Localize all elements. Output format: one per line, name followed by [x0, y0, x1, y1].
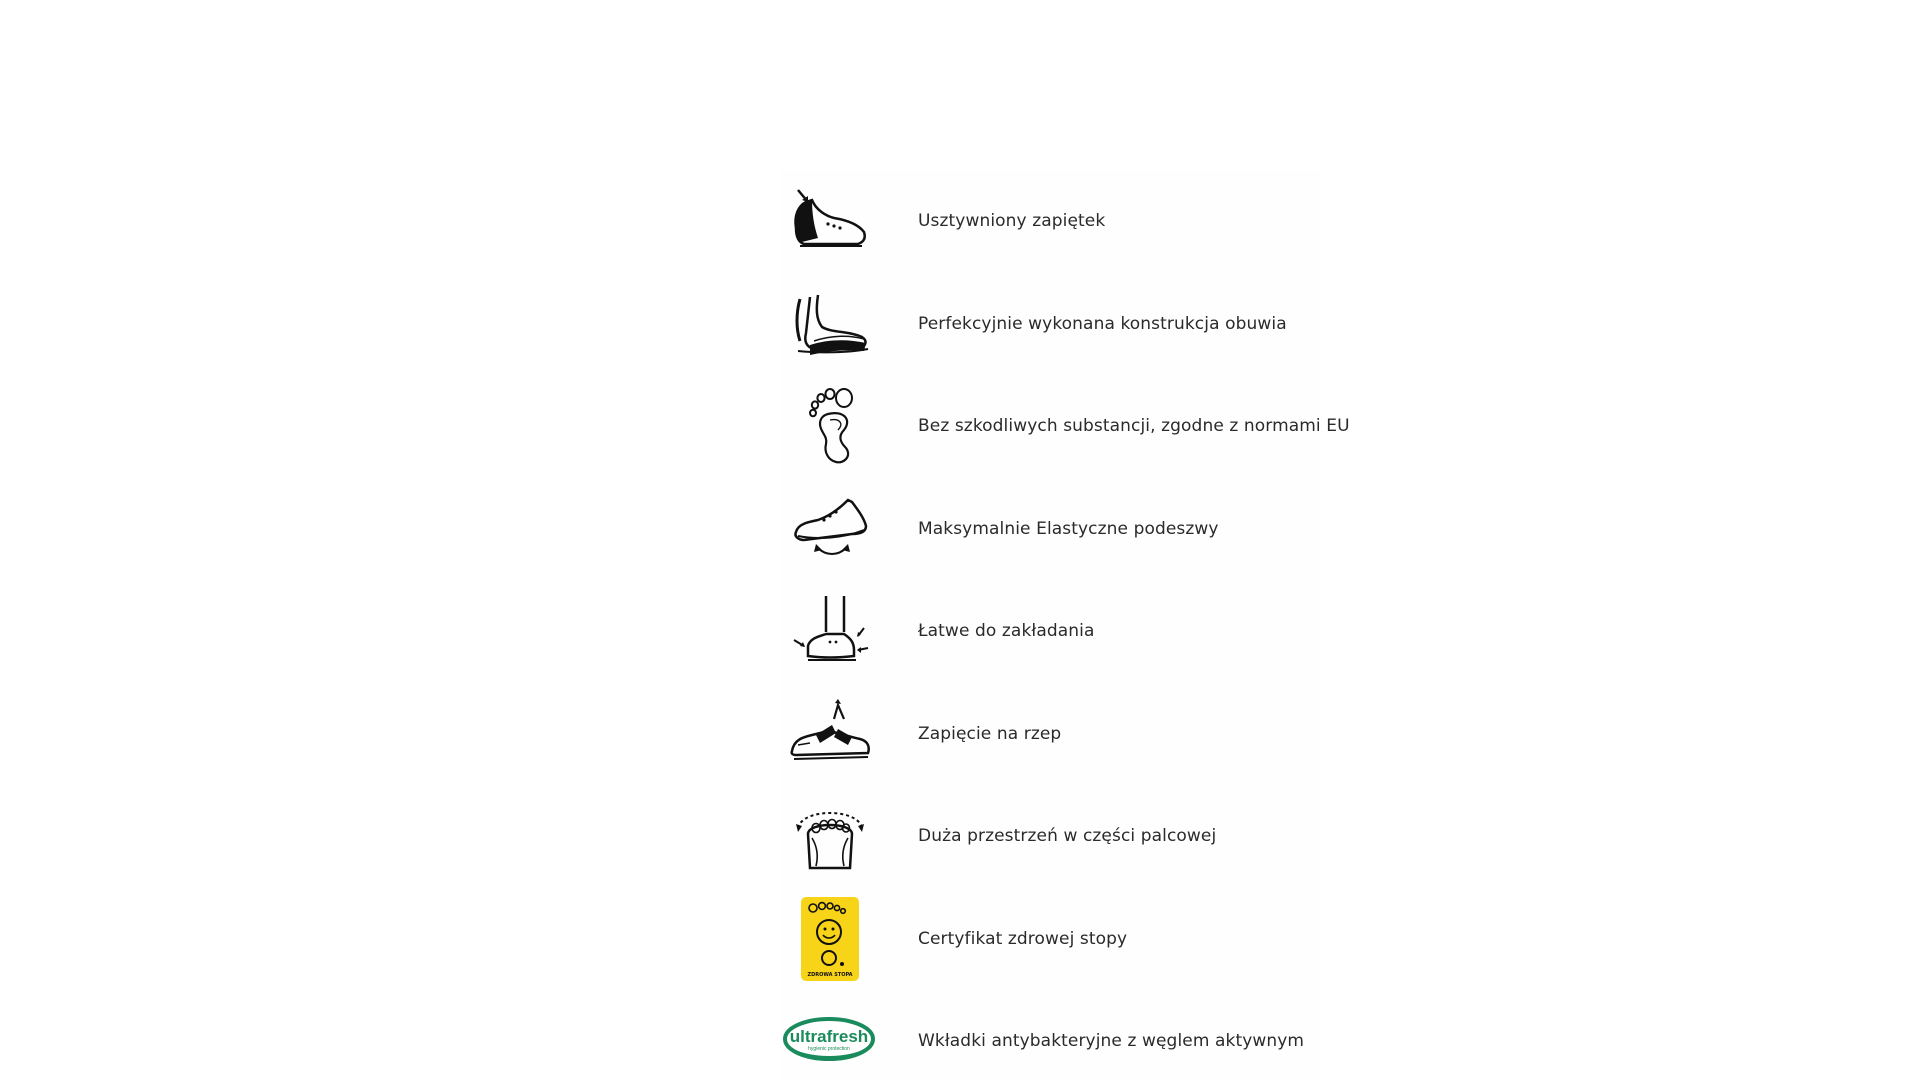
certificate-badge-text: ZDROWA STOPA [807, 971, 853, 978]
feature-label: Łatwe do zakładania [918, 621, 1095, 642]
feature-item [780, 785, 1320, 888]
healthy-foot-certificate-icon [780, 894, 880, 984]
footprint-icon [780, 381, 880, 471]
feature-item [780, 990, 1320, 1080]
ultrafresh-logo-subtext: hygienic protection [808, 1046, 850, 1053]
feature-label: Duża przestrzeń w części palcowej [918, 826, 1217, 847]
feature-item [780, 478, 1320, 581]
easy-on-shoe-icon [780, 586, 880, 676]
feature-label: Maksymalnie Elastyczne podeszwy [918, 518, 1219, 539]
reinforced-heel-shoe-icon [780, 176, 880, 266]
feature-label: Usztywniony zapiętek [918, 211, 1106, 232]
feature-label: Certyfikat zdrowej stopy [918, 928, 1128, 949]
feature-item [780, 375, 1350, 478]
feature-label: Bez szkodliwych substancji, zgodne z normami EU [918, 416, 1350, 437]
feature-item [780, 273, 1320, 376]
flexible-sole-shoe-icon [780, 484, 880, 574]
feature-item [780, 580, 1320, 683]
ultrafresh-logo-text: ultrafresh [789, 1027, 869, 1047]
feature-label: Zapięcie na rzep [918, 723, 1062, 744]
feature-label: Perfekcyjnie wykonana konstrukcja obuwia [918, 313, 1287, 334]
feature-label: Wkładki antybakteryjne z węglem aktywnym [918, 1031, 1305, 1052]
feature-item [780, 888, 1320, 991]
velcro-shoe-icon [780, 689, 880, 779]
foot-construction-icon [780, 279, 880, 369]
feature-item [780, 170, 1320, 273]
wide-toe-box-icon [780, 791, 880, 881]
feature-item [780, 683, 1320, 786]
feature-list [780, 170, 1350, 1080]
ultrafresh-logo-icon [780, 996, 880, 1080]
